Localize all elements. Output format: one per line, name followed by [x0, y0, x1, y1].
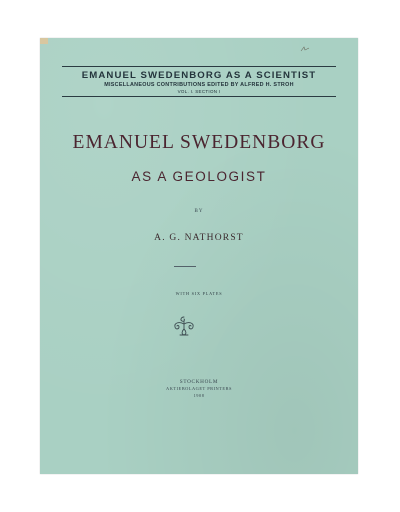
cover-corner-wear [40, 38, 48, 44]
header-top-rule [62, 66, 336, 67]
book-cover [40, 38, 358, 474]
header-bottom-rule [62, 96, 336, 97]
book-subtitle: AS A GEOLOGIST [131, 169, 267, 184]
imprint-year: 1908 [193, 393, 205, 398]
imprint-place: STOCKHOLM [179, 379, 219, 385]
imprint-publisher: AKTIEBOLAGET PRINTERS [166, 386, 232, 391]
pencil-mark-icon [300, 46, 310, 52]
series-subtitle: MISCELLANEOUS CONTRIBUTIONS EDITED BY ALFRED H. STROH [104, 82, 294, 88]
plates-note: WITH SIX PLATES [175, 291, 223, 296]
book-title: EMANUEL SWEDENBORG [72, 132, 326, 153]
fleuron-ornament-icon [169, 313, 199, 339]
author-name: A. G. NATHORST [154, 233, 244, 243]
series-header [62, 66, 336, 97]
series-title: EMANUEL SWEDENBORG AS A SCIENTIST [81, 70, 317, 81]
series-volume: VOL. I. SECTION I [177, 89, 221, 94]
by-line: BY [194, 209, 204, 214]
divider-rule [174, 266, 196, 267]
